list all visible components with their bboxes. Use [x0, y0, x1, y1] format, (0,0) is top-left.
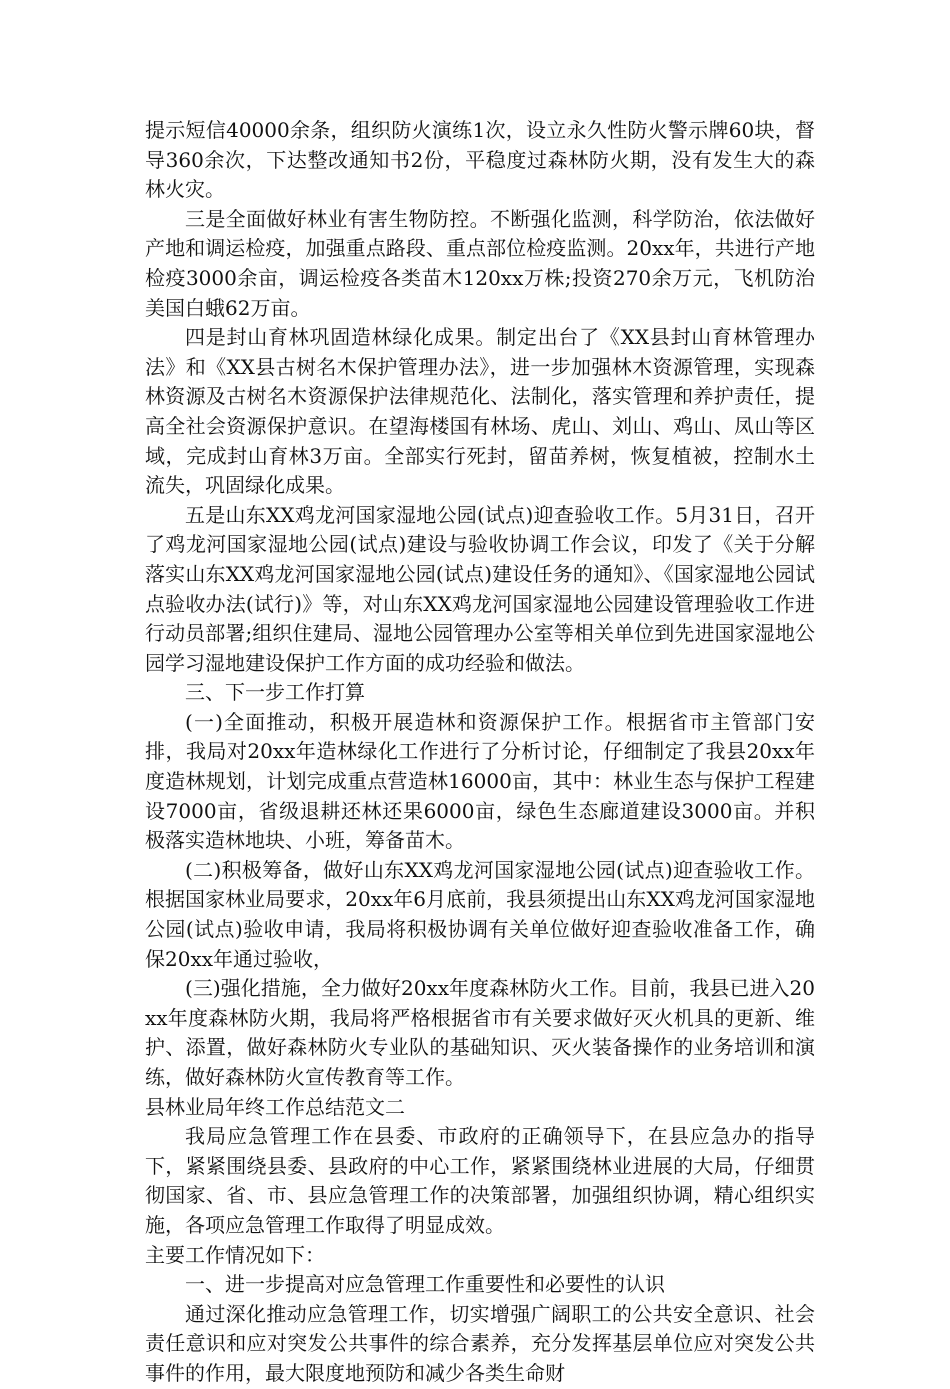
paragraph-mountain-closure: 四是封山育林巩固造林绿化成果。制定出台了《XX县封山育林管理办法》和《XX县古树名木保护管理办法》，进一步加强林木资源管理，实现森林资源及古树名木资源保护法律规范化、法制化，落实管理和养护责任，提高全社会资源保护意识。在望海楼国有林场、虎山、刘山、鸡山、凤山等区域，完成封山育林3万亩。全部实行死封，留苗养树，恢复植被，控制水土流失，巩固绿化成果。 [145, 325, 815, 498]
paragraph-fire-prevention-continued: 提示短信40000余条，组织防火演练1次，设立永久性防火警示牌60块，督导360余次，下达整改通知书2份，平稳度过森林防火期，没有发生大的森林火灾。 [145, 118, 815, 202]
paragraph-main-work-lead: 主要工作情况如下： [145, 1242, 325, 1267]
paragraph-awareness-body: 通过深化推动应急管理工作，切实增强广阔职工的公共安全意识、社会责任意识和应对突发公共事件的综合素养，充分发挥基层单位应对突发公共事件的作用，最大限度地预防和减少各类生命财 [145, 1301, 815, 1385]
paragraph-pest-control: 三是全面做好林业有害生物防控。不断强化监测，科学防治，依法做好产地和调运检疫，加强重点路段、重点部位检疫监测。20xx年，共进行产地检疫3000余亩，调运检疫各类苗木120xx万株;投资270余万元，飞机防治美国白蛾62万亩。 [145, 206, 815, 320]
document-body [145, 116, 815, 1389]
section-heading-awareness: 一、进一步提高对应急管理工作重要性和必要性的认识 [185, 1272, 665, 1297]
paragraph-wetland-acceptance: (二)积极筹备，做好山东XX鸡龙河国家湿地公园(试点)迎查验收工作。根据国家林业局要求，20xx年6月底前，我县须提出山东XX鸡龙河国家湿地公园(试点)验收申请，我局将积极协调有关单位做好迎查验收准备工作，确保20xx年通过验收， [145, 857, 815, 971]
section-heading-next-steps: 三、下一步工作打算 [185, 680, 365, 705]
paragraph-forest-fire-work: (三)强化措施，全力做好20xx年度森林防火工作。目前，我县已进入20xx年度森林防火期，我局将严格根据省市有关要求做好灭火机具的更新、维护、添置，做好森林防火专业队的基础知识、灭火装备操作的业务培训和演练，做好森林防火宣传教育等工作。 [145, 976, 815, 1089]
document-title-sample-two: 县林业局年终工作总结范文二 [145, 1094, 405, 1119]
paragraph-afforestation-plan: (一)全面推动，积极开展造林和资源保护工作。根据省市主管部门安排，我局对20xx年造林绿化工作进行了分析讨论，仔细制定了我县20xx年度造林规划，计划完成重点营造林16000亩，其中：林业生态与保护工程建设7000亩，省级退耕还林还果6000亩，绿色生态廊道建设3000亩。并积极落实造林地块、小班，筹备苗木。 [145, 709, 815, 853]
paragraph-wetland-park: 五是山东XX鸡龙河国家湿地公园(试点)迎查验收工作。5月31日，召开了鸡龙河国家湿地公园(试点)建设与验收协调工作会议，印发了《关于分解落实山东XX鸡龙河国家湿地公园(试点)建设任务的通知》、《国家湿地公园试点验收办法(试行)》等，对山东XX鸡龙河国家湿地公园建设管理验收工作进行动员部署;组织住建局、湿地公园管理办公室等相关单位到先进国家湿地公园学习湿地建设保护工作方面的成功经验和做法。 [145, 502, 815, 675]
paragraph-emergency-intro: 我局应急管理工作在县委、市政府的正确领导下，在县应急办的指导下，紧紧围绕县委、县政府的中心工作，紧紧围绕林业进展的大局，仔细贯彻国家、省、市、县应急管理工作的决策部署，加强组织协调，精心组织实施，各项应急管理工作取得了明显成效。 [145, 1124, 815, 1237]
